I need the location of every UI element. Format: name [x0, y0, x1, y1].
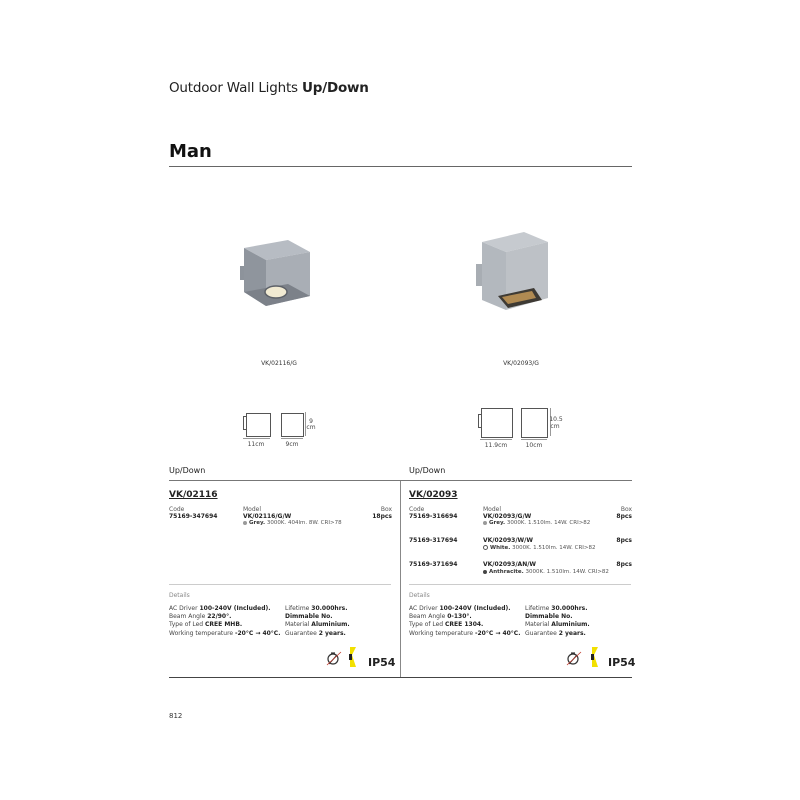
product-image-vk02093: [476, 230, 566, 322]
depth-dimension-line: [281, 438, 303, 439]
variant-description: Anthracite. 3000K. 1.510lm. 14W. CRI>82: [483, 569, 609, 575]
subtitle-bold: Up/Down: [301, 80, 369, 96]
side-view-outline: [246, 413, 271, 437]
detail-dimmable: Dimmable No.: [525, 613, 573, 621]
depth-label: 10cm: [525, 442, 543, 449]
depth-label: 9cm: [285, 441, 299, 448]
variant-box-qty: 8pcs: [616, 561, 632, 568]
details-right: [285, 605, 350, 638]
color-swatch-icon: [483, 570, 487, 574]
detail-lifetime: Lifetime 30.000hrs.: [525, 605, 588, 612]
variant-box-qty: 18pcs: [372, 513, 392, 520]
variant-code: 75169-316694: [409, 513, 458, 520]
details-right: [525, 605, 590, 638]
variant-code: 75169-371694: [409, 561, 458, 568]
family-heading: VK/02116: [169, 490, 218, 500]
ip-rating: IP54: [608, 656, 636, 669]
variant-description: [243, 520, 342, 526]
not-dimmable-icon: [566, 650, 582, 670]
subtitle-prefix: Outdoor Wall Lights: [169, 80, 302, 96]
lamp-cube-icon: [238, 236, 318, 316]
detail-ac-driver: AC Driver 100-240V (Included).: [409, 605, 511, 612]
color-name: Grey.: [249, 520, 266, 526]
up-down-beam-icon: [348, 647, 358, 671]
page-title: Man: [169, 141, 212, 162]
ip-rating: IP54: [368, 656, 396, 669]
detail-working-temp: Working temperature -20°C → 40°C.: [169, 629, 281, 637]
details-label: Details: [169, 592, 190, 599]
variant-model: VK/02116/G/W: [243, 513, 292, 520]
color-swatch-icon: [483, 545, 488, 550]
height-unit-label: cm: [306, 424, 316, 431]
detail-working-temp: Working temperature -20°C → 40°C.: [409, 629, 521, 637]
variant-description: Grey. 3000K. 1.510lm. 14W. CRI>82: [483, 520, 590, 526]
section-label: Up/Down: [169, 466, 206, 475]
page-number: 812: [169, 712, 183, 720]
detail-beam-angle: Beam Angle 22/90°.: [169, 613, 232, 621]
variant-model: VK/02093/W/W: [483, 537, 533, 544]
height-unit-label: cm: [550, 423, 560, 430]
depth-dimension-line: [521, 439, 547, 440]
detail-dimmable: Dimmable No.: [285, 613, 333, 621]
variant-specs: 3000K. 404lm. 8W. CRI>78: [265, 520, 342, 526]
variant-model: VK/02093/G/W: [483, 513, 532, 520]
title-divider: [169, 166, 632, 167]
catalog-subtitle: [169, 80, 369, 96]
front-view-outline: [521, 408, 548, 438]
section-label: Up/Down: [409, 466, 446, 475]
code-header: Code: [169, 506, 185, 513]
details-divider: [409, 584, 631, 585]
detail-beam-angle: Beam Angle 0-130°.: [409, 613, 472, 621]
code-header: Code: [409, 506, 425, 513]
details-left: [409, 605, 520, 638]
model-header: Model: [483, 506, 502, 513]
color-swatch-icon: [243, 521, 247, 525]
variant-code: 75169-317694: [409, 537, 458, 544]
color-swatch-icon: [483, 521, 487, 525]
width-dimension-line: [243, 438, 270, 439]
product-caption: VK/02093/G: [503, 360, 539, 367]
family-heading: VK/02093: [409, 490, 458, 500]
box-header: Box: [620, 506, 632, 513]
bottom-divider: [169, 677, 632, 678]
width-dimension-line: [480, 439, 512, 440]
variant-box-qty: 8pcs: [616, 513, 632, 520]
height-value-label: 10.5: [549, 416, 563, 423]
width-label: 11.9cm: [484, 442, 508, 449]
not-dimmable-icon: [326, 650, 342, 670]
detail-guarantee: Guarantee 2 years.: [525, 629, 586, 637]
variant-code: 75169-347694: [169, 513, 218, 520]
product-image-vk02116: [238, 236, 318, 316]
lamp-cube-icon: [476, 230, 566, 322]
detail-guarantee: Guarantee 2 years.: [285, 629, 346, 637]
product-caption: VK/02116/G: [261, 360, 297, 367]
variant-model: VK/02093/AN/W: [483, 561, 537, 568]
column-divider: [400, 481, 401, 677]
detail-led-type: Type of Led CREE 1304.: [409, 621, 484, 629]
variant-box-qty: 8pcs: [616, 537, 632, 544]
width-label: 11cm: [247, 441, 265, 448]
height-value-label: 9: [309, 418, 313, 425]
up-down-beam-icon: [590, 647, 600, 671]
detail-material: Material Aluminium.: [525, 621, 590, 629]
front-view-outline: [281, 413, 304, 437]
detail-led-type: Type of Led CREE MHB.: [169, 621, 243, 629]
box-header: Box: [380, 506, 392, 513]
detail-ac-driver: AC Driver 100-240V (Included).: [169, 605, 271, 612]
side-view-outline: [481, 408, 513, 438]
details-divider: [169, 584, 391, 585]
model-header: Model: [243, 506, 262, 513]
detail-material: Material Aluminium.: [285, 621, 350, 629]
details-left: [169, 605, 280, 638]
variant-description: White. 3000K. 1.510lm. 14W. CRI>82: [483, 545, 596, 551]
details-label: Details: [409, 592, 430, 599]
detail-lifetime: Lifetime 30.000hrs.: [285, 605, 348, 612]
